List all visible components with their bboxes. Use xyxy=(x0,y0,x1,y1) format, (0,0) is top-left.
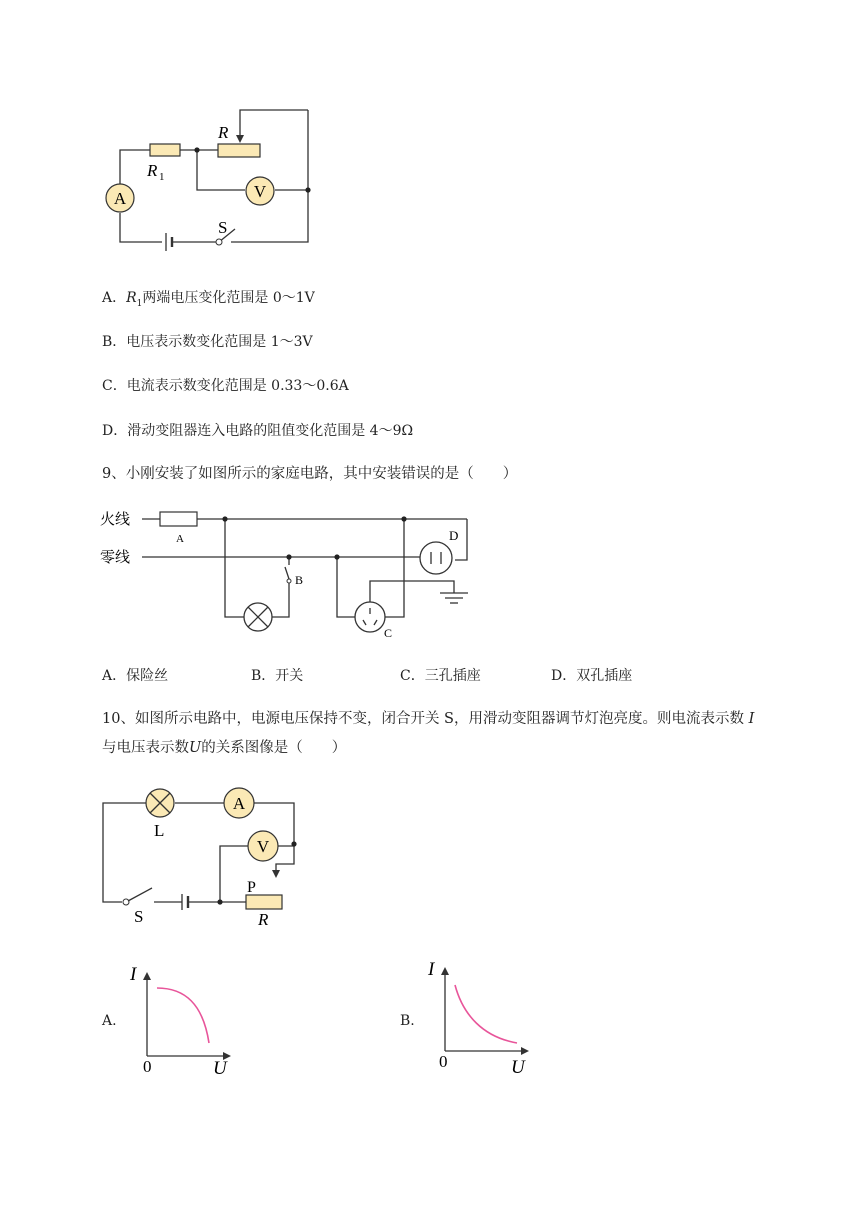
q8-option-d: D．滑动变阻器连入电路的阻值变化范围是 4～9Ω xyxy=(102,423,414,439)
y-axis-label: I xyxy=(130,964,137,985)
rheostat-r xyxy=(246,895,282,909)
two-pin-socket-label: D xyxy=(449,528,459,543)
curve xyxy=(157,988,209,1043)
x-axis-label: U xyxy=(213,1058,227,1079)
rheostat-label: R xyxy=(258,910,269,929)
q10-option-b-label: B. xyxy=(400,1013,415,1029)
circuit-diagram-q8 xyxy=(100,105,320,255)
switch-label: S xyxy=(134,907,144,926)
fuse-label: A xyxy=(176,533,184,545)
origin-label: 0 xyxy=(143,1057,152,1076)
y-axis-label: I xyxy=(428,959,435,980)
three-pin-socket-label: C xyxy=(384,626,393,640)
q9-option-a: A．保险丝 xyxy=(102,668,169,684)
q10-option-a-label: A. xyxy=(102,1013,117,1029)
live-wire-label: 火线 xyxy=(100,512,131,528)
three-pin-socket xyxy=(355,602,385,632)
q10-stem-line2: 与电压表示数U的关系图像是（ ） xyxy=(102,740,347,756)
household-circuit-diagram-q9 xyxy=(100,505,480,645)
q9-option-d: D．双孔插座 xyxy=(551,668,633,684)
graph-option-b xyxy=(423,955,538,1075)
circuit-diagram-q10 xyxy=(98,782,308,932)
curve xyxy=(455,985,517,1043)
q10-stem-line1: 10、如图所示电路中，电源电压保持不变，闭合开关 S，用滑动变阻器调节灯泡亮度。则电流表示数 I xyxy=(102,711,755,727)
resistor-r1 xyxy=(150,144,180,156)
x-axis-label: U xyxy=(511,1057,525,1075)
lamp-label: L xyxy=(154,821,165,840)
fuse xyxy=(160,512,197,526)
r1-label-sub: 1 xyxy=(159,171,165,183)
origin-label: 0 xyxy=(439,1052,448,1071)
r1-label: R xyxy=(147,161,158,180)
two-pin-socket xyxy=(420,542,452,574)
ammeter-label: A xyxy=(232,794,246,813)
q8-option-a: A．$R_1$两端电压变化范围是 0～1V xyxy=(102,290,315,309)
switch-label: S xyxy=(218,218,228,237)
rheostat-label: R xyxy=(218,123,229,142)
q9-option-c: C．三孔插座 xyxy=(400,668,481,684)
q8-option-b: B．电压表示数变化范围是 1～3V xyxy=(102,334,313,350)
voltmeter-label: V xyxy=(253,182,267,201)
q9-stem: 9、小刚安装了如图所示的家庭电路，其中安装错误的是（ ） xyxy=(102,466,518,482)
neutral-wire-label: 零线 xyxy=(100,550,131,566)
switch-label: B xyxy=(295,573,304,587)
rheostat-r xyxy=(218,144,260,157)
slider-label: P xyxy=(247,879,256,896)
switch-blade xyxy=(285,567,289,579)
q8-option-c: C．电流表示数变化范围是 0.33～0.6A xyxy=(102,378,349,394)
ammeter-label: A xyxy=(113,189,127,208)
q9-option-b: B．开关 xyxy=(251,668,304,684)
voltmeter-label: V xyxy=(256,837,270,856)
graph-option-a xyxy=(125,960,240,1080)
